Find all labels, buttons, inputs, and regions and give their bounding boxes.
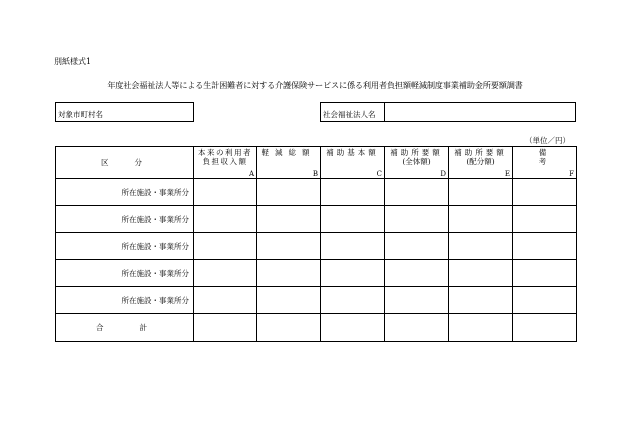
total-cell-a[interactable] bbox=[194, 314, 257, 342]
cell-f[interactable] bbox=[513, 287, 577, 314]
cell-c[interactable] bbox=[321, 260, 385, 287]
cell-a[interactable] bbox=[194, 206, 257, 233]
unit-note: （単位／円） bbox=[525, 136, 570, 145]
row-category: 所在施設・事業所分 bbox=[56, 179, 194, 206]
cell-f[interactable] bbox=[513, 206, 577, 233]
column-letter: E bbox=[504, 170, 510, 178]
column-letter: D bbox=[440, 170, 446, 178]
table-row bbox=[56, 260, 577, 287]
corporation-field[interactable] bbox=[320, 102, 576, 122]
column-header-line1: 備考 bbox=[538, 148, 569, 166]
cell-b[interactable] bbox=[257, 260, 321, 287]
column-header-f bbox=[513, 147, 577, 179]
row-category: 所在施設・事業所分 bbox=[56, 260, 194, 287]
column-header-line1: 補助所要額 bbox=[454, 148, 507, 157]
total-cell-e[interactable] bbox=[449, 314, 513, 342]
cell-b[interactable] bbox=[257, 287, 321, 314]
cell-b[interactable] bbox=[257, 206, 321, 233]
cell-c[interactable] bbox=[321, 206, 385, 233]
cell-b[interactable] bbox=[257, 179, 321, 206]
cell-e[interactable] bbox=[449, 287, 513, 314]
table-row bbox=[56, 233, 577, 260]
total-cell-c[interactable] bbox=[321, 314, 385, 342]
subsidy-table bbox=[55, 146, 577, 342]
column-header-d bbox=[385, 147, 449, 179]
column-header-b bbox=[257, 147, 321, 179]
total-row bbox=[56, 314, 577, 342]
column-letter: B bbox=[312, 170, 318, 178]
cell-e[interactable] bbox=[449, 260, 513, 287]
row-category: 所在施設・事業所分 bbox=[56, 206, 194, 233]
cell-a[interactable] bbox=[194, 233, 257, 260]
total-cell-d[interactable] bbox=[385, 314, 449, 342]
table-row bbox=[56, 287, 577, 314]
document-title: 年度社会福祉法人等による生計困難者に対する介護保険サービスに係る利用者負担額軽減制度事業補助金所要額調書 bbox=[107, 80, 523, 90]
column-header-line1: 補助所要額 bbox=[390, 148, 443, 157]
table-row bbox=[56, 179, 577, 206]
total-cell-b[interactable] bbox=[257, 314, 321, 342]
row-category: 所在施設・事業所分 bbox=[56, 287, 194, 314]
form-number: 別紙様式1 bbox=[54, 57, 92, 66]
cell-d[interactable] bbox=[385, 287, 449, 314]
column-header-line2: 負担収入額 bbox=[202, 157, 248, 166]
cell-e[interactable] bbox=[449, 233, 513, 260]
municipality-field[interactable] bbox=[55, 102, 194, 122]
corporation-label: 社会福祉法人名 bbox=[323, 110, 376, 119]
cell-c[interactable] bbox=[321, 233, 385, 260]
field-divider bbox=[384, 102, 385, 122]
municipality-label: 対象市町村名 bbox=[58, 110, 103, 119]
cell-b[interactable] bbox=[257, 233, 321, 260]
column-letter: F bbox=[569, 170, 574, 178]
total-cell-f[interactable] bbox=[513, 314, 577, 342]
table-row bbox=[56, 206, 577, 233]
total-label: 合計 bbox=[56, 314, 194, 342]
cell-a[interactable] bbox=[194, 179, 257, 206]
cell-f[interactable] bbox=[513, 260, 577, 287]
cell-f[interactable] bbox=[513, 233, 577, 260]
cell-d[interactable] bbox=[385, 233, 449, 260]
cell-e[interactable] bbox=[449, 179, 513, 206]
cell-a[interactable] bbox=[194, 260, 257, 287]
cell-e[interactable] bbox=[449, 206, 513, 233]
column-letter: A bbox=[248, 170, 254, 178]
cell-d[interactable] bbox=[385, 179, 449, 206]
header-row bbox=[56, 147, 577, 179]
cell-d[interactable] bbox=[385, 260, 449, 287]
column-header-line1: 補助基本額 bbox=[326, 148, 379, 157]
column-header-line1: 軽減総額 bbox=[261, 148, 316, 157]
cell-d[interactable] bbox=[385, 206, 449, 233]
cell-f[interactable] bbox=[513, 179, 577, 206]
column-letter: C bbox=[376, 170, 382, 178]
column-header-c bbox=[321, 147, 385, 179]
cell-c[interactable] bbox=[321, 287, 385, 314]
column-header-e bbox=[449, 147, 513, 179]
column-header-line2: (配分額) bbox=[466, 157, 495, 166]
division-header: 区分 bbox=[56, 147, 194, 179]
row-category: 所在施設・事業所分 bbox=[56, 233, 194, 260]
column-header-line1: 本来の利用者 bbox=[198, 148, 252, 157]
column-header-line2: (全体額) bbox=[402, 157, 431, 166]
cell-c[interactable] bbox=[321, 179, 385, 206]
column-header-a bbox=[194, 147, 257, 179]
cell-a[interactable] bbox=[194, 287, 257, 314]
